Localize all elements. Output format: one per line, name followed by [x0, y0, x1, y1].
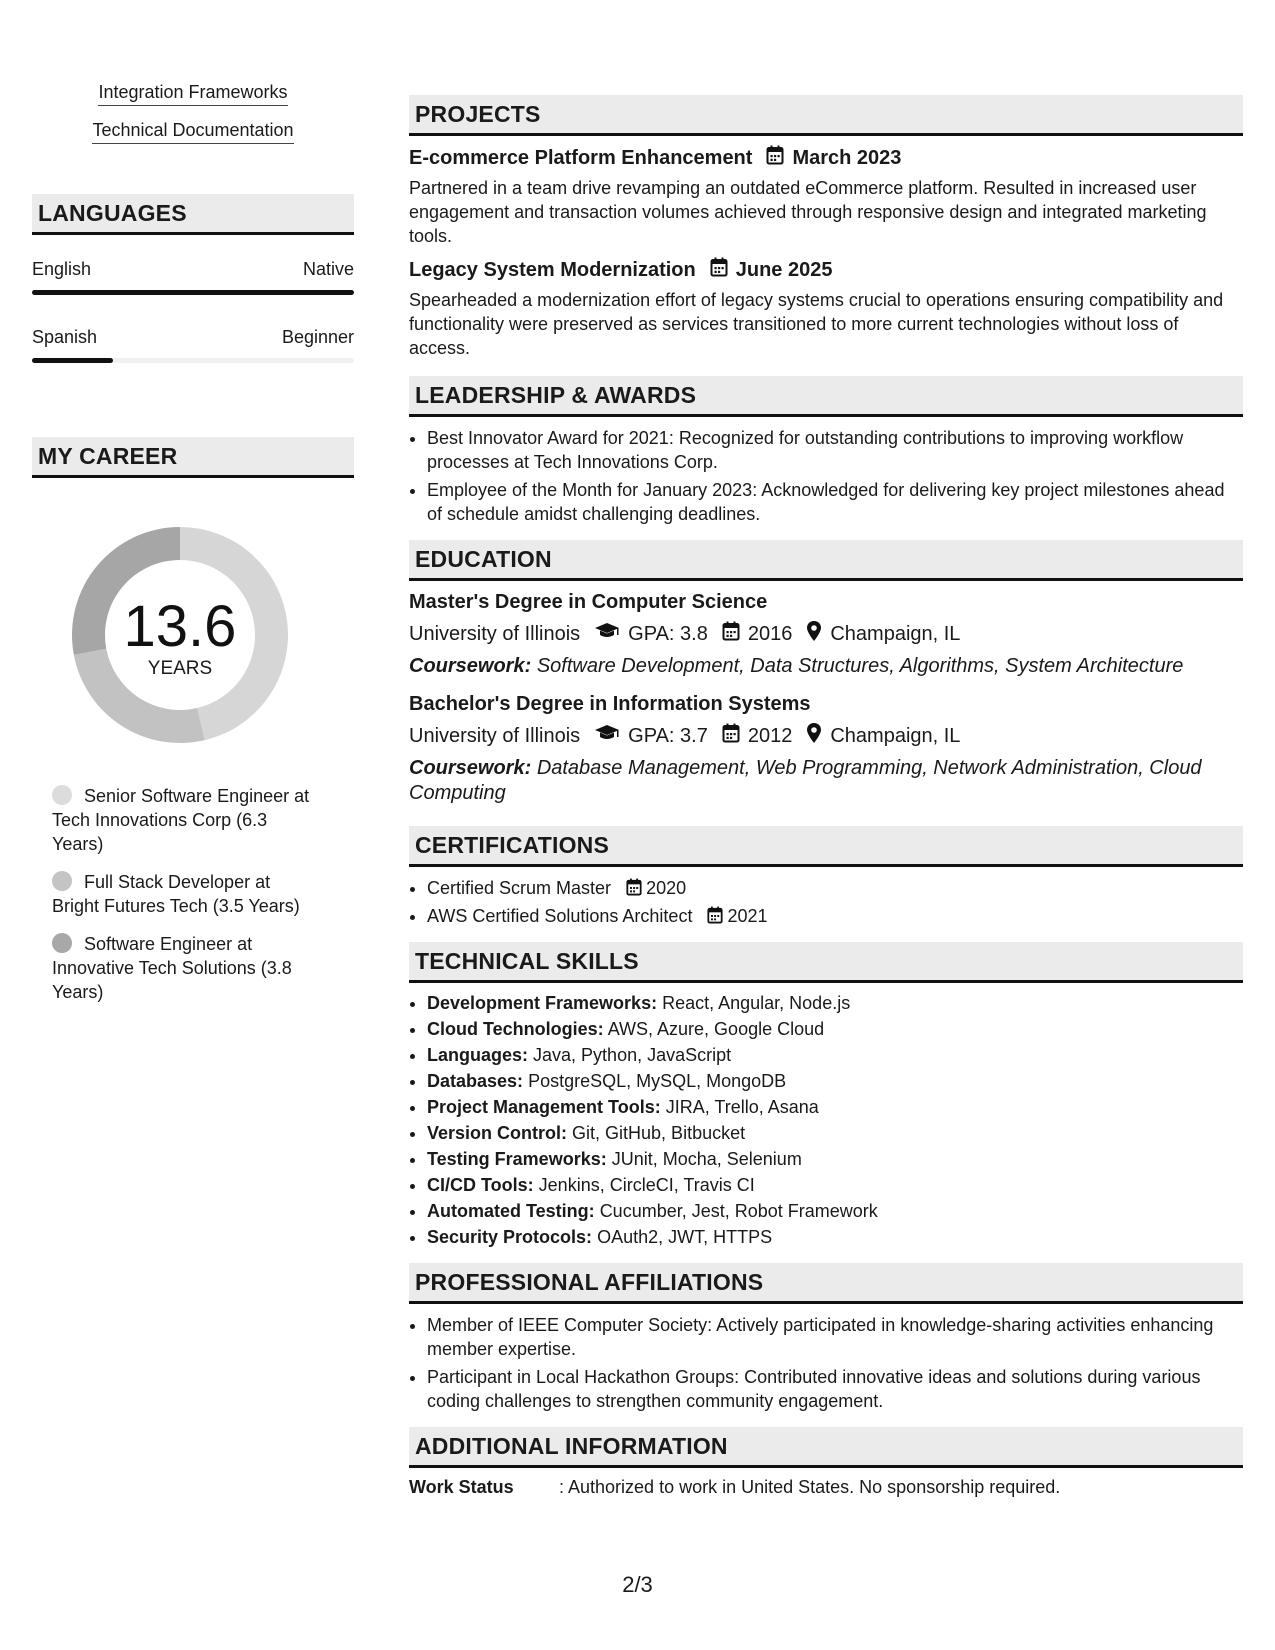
career-legend-item: Software Engineer at Innovative Tech Solutions (3.8 Years) — [52, 934, 292, 1002]
languages-heading: LANGUAGES — [32, 194, 354, 235]
map-pin-icon — [806, 722, 822, 750]
career-legend-item: Senior Software Engineer at Tech Innovations Corp (6.3 Years) — [52, 786, 310, 854]
project-date: March 2023 — [792, 146, 902, 169]
left-column — [32, 82, 354, 1018]
leadership-heading: LEADERSHIP & AWARDS — [409, 376, 1243, 417]
skill-item: • Languages: Java, Python, JavaScript — [427, 1044, 1243, 1067]
skill-item: • Databases: PostgreSQL, MySQL, MongoDB — [427, 1070, 1243, 1093]
skill-item: • Security Protocols: OAuth2, JWT, HTTPS — [427, 1226, 1243, 1249]
language-level: Beginner — [281, 327, 354, 347]
career-total: 13.6 — [123, 594, 237, 659]
language-item — [32, 259, 354, 295]
language-bar-fill — [32, 358, 113, 363]
calendar-icon — [707, 904, 723, 928]
career-unit: YEARS — [147, 658, 213, 679]
skill-item: • Testing Frameworks: JUnit, Mocha, Selenium — [427, 1148, 1243, 1171]
work-status-label: Work Status — [409, 1477, 514, 1497]
work-status-row — [409, 1477, 1243, 1498]
list-item: • Employee of the Month for January 2023: Acknowledged for delivering key project milestones ahead of schedule amidst challenging deadlines. — [427, 478, 1243, 526]
skill-item: • Version Control: Git, GitHub, Bitbucket — [427, 1122, 1243, 1145]
leadership-list — [409, 426, 1243, 526]
affiliations-list — [409, 1313, 1243, 1413]
graduation-year: 2012 — [747, 724, 793, 747]
project-description: Partnered in a team drive revamping an outdated eCommerce platform. Resulted in increased user engagement and transaction volumes achieved through responsive design and integrated marketing tools. — [409, 178, 1207, 246]
coursework-label: Coursework: — [409, 655, 532, 677]
degree-title: Master's Degree in Computer Science — [409, 591, 768, 613]
graduation-year: 2016 — [747, 622, 793, 645]
project-date: June 2025 — [735, 258, 833, 281]
language-name: English — [32, 259, 92, 279]
right-column — [409, 95, 1243, 1498]
calendar-icon — [710, 257, 728, 283]
legend-swatch — [52, 933, 72, 953]
language-bar — [32, 290, 354, 295]
legend-swatch — [52, 785, 72, 805]
projects-heading: PROJECTS — [409, 95, 1243, 136]
skill-tag: Integration Frameworks — [32, 82, 354, 106]
affiliations-heading: PROFESSIONAL AFFILIATIONS — [409, 1263, 1243, 1304]
language-item — [32, 327, 354, 363]
list-item: • Member of IEEE Computer Society: Actively participated in knowledge-sharing activities enhancing member expertise. — [427, 1313, 1243, 1361]
work-status-value: : Authorized to work in United States. No sponsorship required. — [559, 1477, 1061, 1497]
list-item: • Participant in Local Hackathon Groups: Contributed innovative ideas and solutions during various coding challenges to strengthen community engagement. — [427, 1365, 1243, 1413]
location: Champaign, IL — [830, 724, 961, 747]
skill-item: • Cloud Technologies: AWS, Azure, Google Cloud — [427, 1018, 1243, 1041]
calendar-icon — [722, 621, 740, 647]
language-level: Native — [302, 259, 354, 279]
certifications-heading: CERTIFICATIONS — [409, 826, 1243, 867]
school-name: University of Illinois — [409, 622, 581, 645]
education-item — [409, 693, 1243, 806]
technical-skills-list — [409, 992, 1243, 1249]
project-item — [409, 257, 1243, 360]
graduation-cap-icon — [594, 622, 620, 646]
project-title: E-commerce Platform Enhancement — [409, 146, 753, 169]
graduation-cap-icon — [594, 724, 620, 748]
career-heading: MY CAREER — [32, 437, 354, 478]
certification-item: • AWS Certified Solutions Architect 2021 — [427, 904, 1243, 928]
language-bar-fill — [32, 290, 354, 295]
career-donut-chart — [65, 520, 295, 750]
coursework: Software Development, Data Structures, Algorithms, System Architecture — [536, 655, 1184, 677]
school-name: University of Illinois — [409, 724, 581, 747]
location: Champaign, IL — [830, 622, 961, 645]
project-item — [409, 145, 1243, 248]
page-number: 2/3 — [622, 1572, 653, 1597]
map-pin-icon — [806, 620, 822, 648]
degree-title: Bachelor's Degree in Information Systems — [409, 693, 811, 715]
skill-tag: Technical Documentation — [32, 120, 354, 144]
skill-item: • CI/CD Tools: Jenkins, CircleCI, Travis CI — [427, 1174, 1243, 1197]
project-title: Legacy System Modernization — [409, 258, 696, 281]
legend-swatch — [52, 871, 72, 891]
education-heading: EDUCATION — [409, 540, 1243, 581]
education-item — [409, 591, 1243, 679]
certification-item: • Certified Scrum Master 2020 — [427, 876, 1243, 900]
project-description: Spearheaded a modernization effort of legacy systems crucial to operations ensuring compatibility and functionality were preserved as services transitioned to more current technologies without loss of access. — [409, 290, 1224, 358]
calendar-icon — [626, 876, 642, 900]
career-legend-item: Full Stack Developer at Bright Futures Tech (3.5 Years) — [52, 872, 300, 916]
additional-info-heading: ADDITIONAL INFORMATION — [409, 1427, 1243, 1468]
skill-item: • Project Management Tools: JIRA, Trello, Asana — [427, 1096, 1243, 1119]
technical-skills-heading: TECHNICAL SKILLS — [409, 942, 1243, 983]
certifications-list — [409, 876, 1243, 928]
gpa: GPA: 3.7 — [628, 724, 708, 747]
coursework-label: Coursework: — [409, 757, 532, 779]
coursework: Database Management, Web Programming, Network Administration, Cloud Computing — [409, 757, 1202, 804]
list-item: • Best Innovator Award for 2021: Recognized for outstanding contributions to improving workflow processes at Tech Innovations Corp. — [427, 426, 1243, 474]
skill-item: • Automated Testing: Cucumber, Jest, Robot Framework — [427, 1200, 1243, 1223]
calendar-icon — [766, 145, 784, 171]
language-name: Spanish — [32, 327, 98, 347]
language-bar — [32, 358, 354, 363]
skill-item: • Development Frameworks: React, Angular, Node.js — [427, 992, 1243, 1015]
calendar-icon — [722, 723, 740, 749]
gpa: GPA: 3.8 — [628, 622, 708, 645]
career-legend — [32, 784, 354, 1004]
